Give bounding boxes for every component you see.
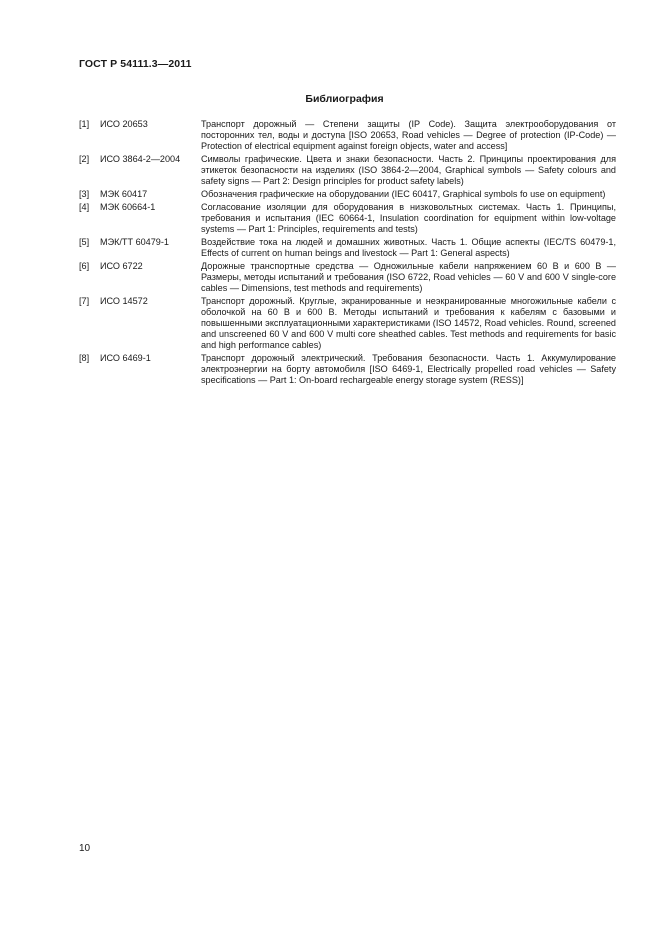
entry-standard-code: МЭК 60664-1 [100,202,156,212]
entry-standard-code: МЭК 60417 [100,189,148,199]
entry-description: Дорожные транспортные средства — Одножильные кабели напряжением 60 В и 600 В — Размеры, методы испытаний и требования (ISO 6722, Road vehicles — 60 V and 600 V single-core cables — Dimensions, test methods and requirements) [201,261,616,293]
entry-number: [3] [79,189,90,199]
entry-description: Воздействие тока на людей и домашних животных. Часть 1. Общие аспекты (IEC/TS 60479-1, Effects of current on human beings and livestock — Part 1: General aspects) [201,237,616,258]
entry-description: Символы графические. Цвета и знаки безопасности. Часть 2. Принципы проектирования для этикеток безопасности на изделиях (ISO 3864-2—2004, Graphical symbols — Safety colours and safety signs — Part 2: Design principles for product safety labels) [201,154,616,186]
bibliography-entry [79,296,616,351]
bibliography-entry [79,237,616,259]
entry-description: Обозначения графические на оборудовании (IEC 60417, Graphical symbols fo use on equipment) [201,189,606,199]
entry-description: Транспорт дорожный электрический. Требования безопасности. Часть 1. Аккумулирование электроэнергии на борту автомобиля [ISO 6469-1, Electrically propelled road vehicles — Safety specifications — Part 1: On-board rechargeable energy storage system (RESS)] [201,353,616,385]
bibliography-entry [79,261,616,294]
entry-description: Транспорт дорожный — Степени защиты (IP Code). Защита электрооборудования от посторонних тел, воды и доступа [ISO 20653, Road vehicles — Degree of protection (IP-Code) — Protection of electrical equipment against foreign objects, water and access] [201,119,616,151]
entry-number: [7] [79,296,90,306]
entry-number: [8] [79,353,90,363]
entry-standard-code: ИСО 3864-2—2004 [100,154,181,164]
page-number: 10 [79,843,91,854]
entry-number: [6] [79,261,90,271]
document-code-header: ГОСТ Р 54111.3—2011 [79,58,192,70]
bibliography-entry [79,189,616,200]
entry-number: [5] [79,237,90,247]
bibliography-entry [79,154,616,187]
entry-standard-code: ИСО 6469-1 [100,353,151,363]
bibliography-title [0,93,661,105]
entry-standard-code: МЭК/ТТ 60479-1 [100,237,169,247]
bibliography-title-text: Библиография [305,93,384,105]
entry-description: Транспорт дорожный. Круглые, экранированные и неэкранированные многожильные кабели с оболочкой на 60 В и 600 В. Методы испытаний и требования к кабелям с базовыми и повышенными эксплуатационными характеристиками (ISO 14572, Road vehicles. Round, screened and unscreened 60 V and 600 V multi core sheathed cables. Test methods and requirements for basic and high performance cables) [201,296,616,350]
entry-number: [2] [79,154,90,164]
entry-standard-code: ИСО 14572 [100,296,148,306]
entry-standard-code: ИСО 6722 [100,261,143,271]
bibliography-list [79,119,616,388]
bibliography-entry [79,202,616,235]
bibliography-entry [79,353,616,386]
bibliography-entry [79,119,616,152]
entry-number: [4] [79,202,90,212]
entry-number: [1] [79,119,90,129]
entry-description: Согласование изоляции для оборудования в низковольтных системах. Часть 1. Принципы, требования и испытания (IEC 60664-1, Insulation coordination for equipment within low-voltage systems — Part 1: Principles, requirements and tests) [201,202,616,234]
entry-standard-code: ИСО 20653 [100,119,148,129]
